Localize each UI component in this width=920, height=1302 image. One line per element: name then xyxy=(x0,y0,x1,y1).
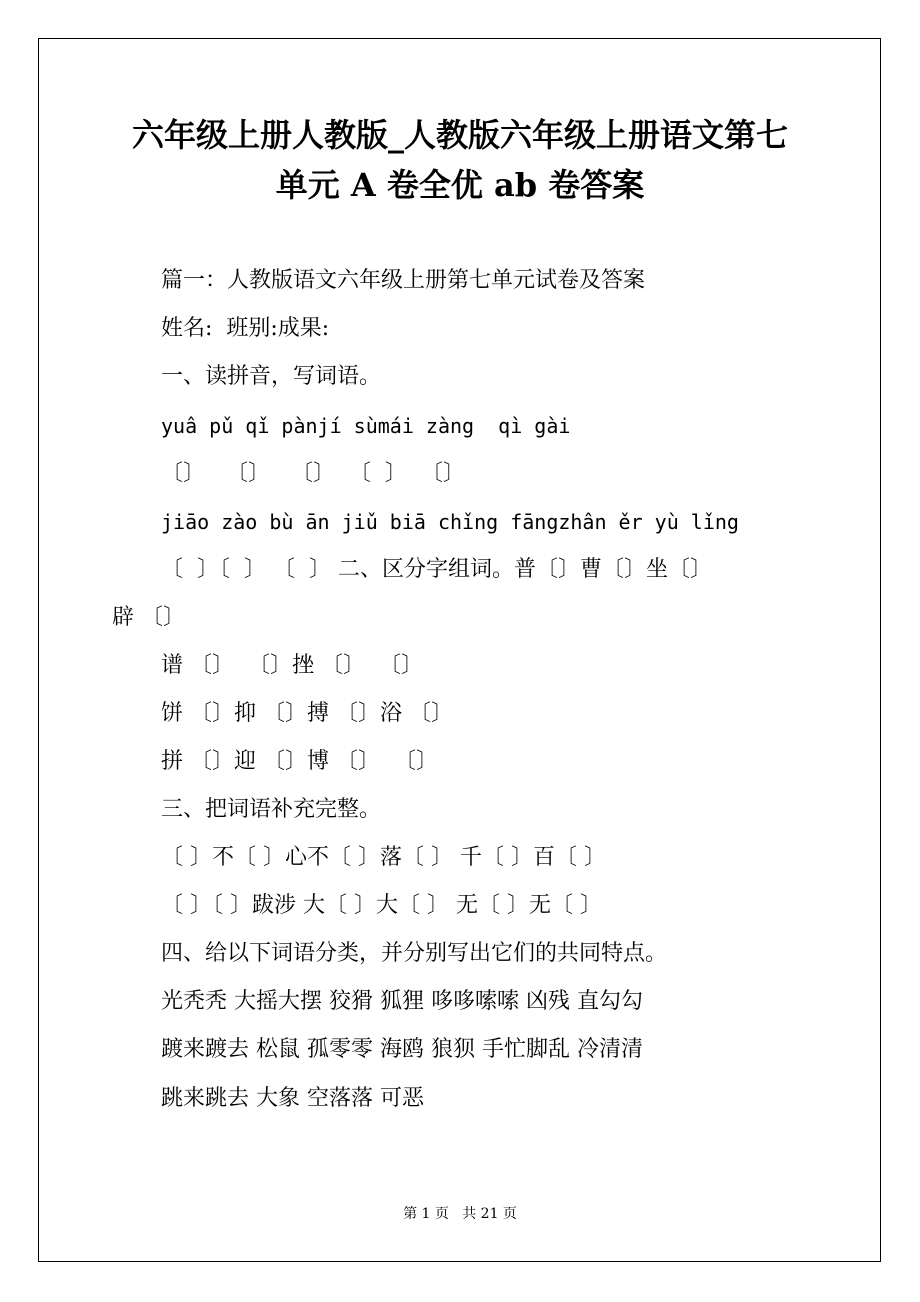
document-title-line-1: 六年级上册人教版_人教版六年级上册语文第七 xyxy=(131,116,788,154)
word-list-line-3: 跳来跳去 大象 空落落 可恶 xyxy=(161,1086,424,1111)
character-group-line-2: 谱 〔〕 〔〕挫 〔〕 〔〕 xyxy=(161,653,423,678)
question-3-heading: 三、把词语补充完整。 xyxy=(161,797,382,822)
student-info-line: 姓名: 班别:成果: xyxy=(161,316,330,341)
answer-brackets-line-2: 〔 〕〔 〕 〔 〕 二、区分字组词。普〔〕曹〔〕坐〔〕 xyxy=(161,557,712,582)
question-1-heading: 一、读拼音，写词语。 xyxy=(161,364,382,389)
pinyin-line-2: jiāo zào bù ān jiǔ biā chǐng fāngzhân ěr yù lǐng xyxy=(161,510,739,534)
character-group-line-3: 饼 〔〕抑 〔〕搏 〔〕浴 〔〕 xyxy=(161,701,453,726)
idiom-completion-line-1: 〔 〕不〔 〕心不〔 〕落〔 〕 千〔 〕百〔 〕 xyxy=(161,845,606,870)
question-4-heading: 四、给以下词语分类，并分别写出它们的共同特点。 xyxy=(161,941,668,966)
word-list-line-2: 踱来踱去 松鼠 孤零零 海鸥 狼狈 手忙脚乱 冷清清 xyxy=(161,1037,643,1062)
character-group-line-4: 拼 〔〕迎 〔〕博 〔〕 〔〕 xyxy=(161,749,438,774)
page-border xyxy=(38,38,881,1262)
section-heading-article: 篇一：人教版语文六年级上册第七单元试卷及答案 xyxy=(161,268,646,293)
idiom-completion-line-2: 〔 〕〔 〕跋涉 大〔 〕大〔 〕 无〔 〕无〔 〕 xyxy=(161,893,602,918)
word-list-line-1: 光秃秃 大摇大摆 狡猾 狐狸 哆哆嗦嗦 凶残 直勾勾 xyxy=(161,989,643,1014)
page-number-footer: 第 1 页 共 21 页 xyxy=(403,1206,517,1222)
answer-brackets-line-1: 〔〕 〔〕 〔〕 〔 〕 〔〕 xyxy=(161,461,465,486)
character-group-line-1: 辟 〔〕 xyxy=(112,605,185,630)
pinyin-line-1: yuâ pǔ qǐ pànjí sùmái zàng qì gài xyxy=(161,414,571,438)
document-title-line-2: 单元 A 卷全优 ab 卷答案 xyxy=(275,166,645,204)
